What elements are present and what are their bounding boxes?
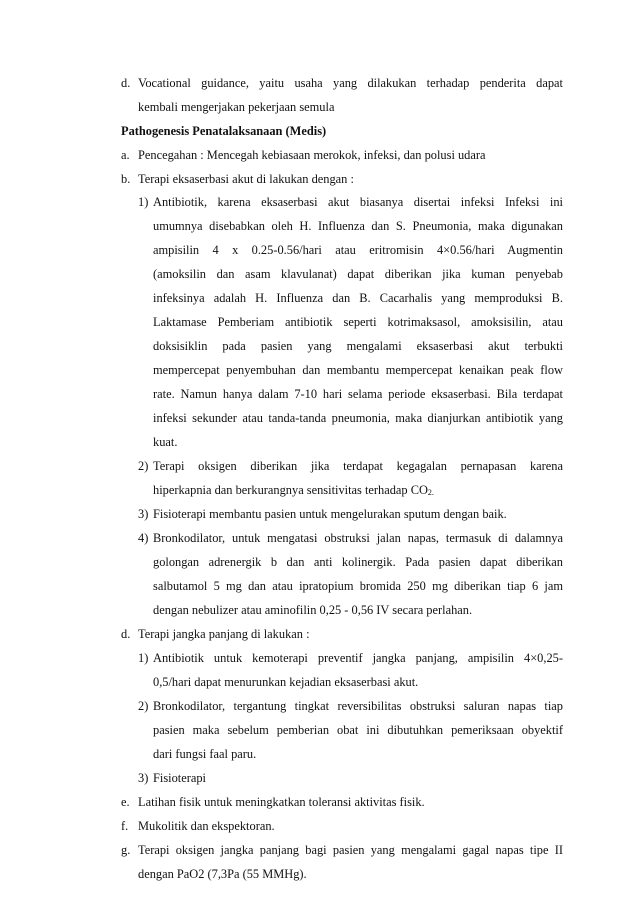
antibiotik-line: Laktamase Pemberiam antibiotik seperti kotrimaksasol, amoksisilin, atau [153, 315, 563, 329]
item-a-text: Pencegahan : Mencegah kebiasaan merokok, infeksi, dan polusi udara [138, 148, 486, 162]
list-label-d: d. [121, 627, 131, 641]
item-d-text: Terapi jangka panjang di lakukan : [138, 627, 310, 641]
list-label-f: f. [121, 819, 129, 833]
antibiotik-line: mempercepat penyembuhan dan membantu mempercepat kenaikan peak flow [153, 363, 563, 377]
antibiotik-line: infeksinya adalah H. Influenza dan B. Cacarhalis yang memproduksi B. [153, 291, 563, 305]
vocational-guidance-line-2: kembali mengerjakan pekerjaan semula [138, 100, 335, 114]
sublist-label: 2) [138, 699, 149, 713]
antibiotik-line: umumnya disebabkan oleh H. Influenza dan S. Pneumonia, maka digunakan [153, 219, 563, 233]
item-f-text: Mukolitik dan ekspektoran. [138, 819, 275, 833]
jangka-panjang-fisioterapi-line: Fisioterapi [153, 771, 206, 785]
item-b-text: Terapi eksaserbasi akut di lakukan dengan : [138, 172, 354, 186]
list-label-d: d. [121, 76, 131, 90]
antibiotik-line: (amoksilin dan asam klavulanat) dapat diberikan jika kuman penyebab [153, 267, 563, 281]
list-label-e: e. [121, 795, 130, 809]
antibiotik-line: infeksi sekunder atau tanda-tanda pneumonia, maka dianjurkan antibiotik yang [153, 411, 563, 425]
sublist-label: 1) [138, 195, 149, 209]
antibiotik-line: Antibiotik, karena eksaserbasi akut biasanya disertai infeksi Infeksi ini [153, 195, 563, 209]
terapi-oksigen-line-1: Terapi oksigen diberikan jika terdapat kegagalan pernapasan karena [153, 459, 563, 473]
terapi-oksigen-text: hiperkapnia dan berkurangnya sensitivitas terhadap CO [153, 483, 428, 497]
sublist-label: 2) [138, 459, 149, 473]
co2-subscript: 2. [427, 488, 434, 497]
antibiotik-line: rate. Namun hanya dalam 7-10 hari selama periode eksaserbasi. Bila terdapat [153, 387, 563, 401]
sublist-label: 3) [138, 771, 149, 785]
antibiotik-line: ampisilin 4 x 0.25-0.56/hari atau eritromisin 4×0.56/hari Augmentin [153, 243, 563, 257]
sublist-label: 1) [138, 651, 149, 665]
jangka-panjang-antibiotik-line: Antibiotik untuk kemoterapi preventif jangka panjang, ampisilin 4×0,25- [153, 651, 563, 665]
list-label-a: a. [121, 148, 130, 162]
jangka-panjang-bronkodilator-line: Bronkodilator, tergantung tingkat reversibilitas obstruksi saluran napas tiap [153, 699, 563, 713]
bronkodilator-line: dengan nebulizer atau aminofilin 0,25 - 0,56 IV secara perlahan. [153, 603, 473, 617]
vocational-guidance-line-1: Vocational guidance, yaitu usaha yang dilakukan terhadap penderita dapat [138, 76, 563, 90]
section-heading: Pathogenesis Penatalaksanaan (Medis) [121, 124, 327, 138]
jangka-panjang-bronkodilator-line: dari fungsi faal paru. [153, 747, 257, 761]
sublist-label: 4) [138, 531, 149, 545]
bronkodilator-line: salbutamol 5 mg dan atau ipratopium bromida 250 mg diberikan tiap 6 jam [153, 579, 563, 593]
list-label-g: g. [121, 843, 131, 857]
jangka-panjang-antibiotik-line: 0,5/hari dapat menurunkan kejadian eksaserbasi akut. [153, 675, 419, 689]
item-g-line-2: dengan PaO2 (7,3Pa (55 MMHg). [138, 867, 307, 881]
item-g-line-1: Terapi oksigen jangka panjang bagi pasien yang mengalami gagal napas tipe II [138, 843, 563, 857]
antibiotik-line: kuat. [153, 435, 178, 449]
sublist-label: 3) [138, 507, 149, 521]
bronkodilator-line: golongan adrenergik b dan anti kolinergik. Pada pasien dapat diberikan [153, 555, 563, 569]
fisioterapi-line: Fisioterapi membantu pasien untuk mengelurakan sputum dengan baik. [153, 507, 507, 521]
bronkodilator-line: Bronkodilator, untuk mengatasi obstruksi jalan napas, termasuk di dalamnya [153, 531, 563, 545]
jangka-panjang-bronkodilator-line: pasien maka sebelum pemberian obat ini dibutuhkan pemeriksaan obyektif [153, 723, 563, 737]
list-label-b: b. [121, 172, 131, 186]
antibiotik-line: doksisiklin pada pasien yang mengalami eksaserbasi akut terbukti [153, 339, 563, 353]
item-e-text: Latihan fisik untuk meningkatkan toleransi aktivitas fisik. [138, 795, 425, 809]
terapi-oksigen-line-2 [153, 482, 434, 498]
